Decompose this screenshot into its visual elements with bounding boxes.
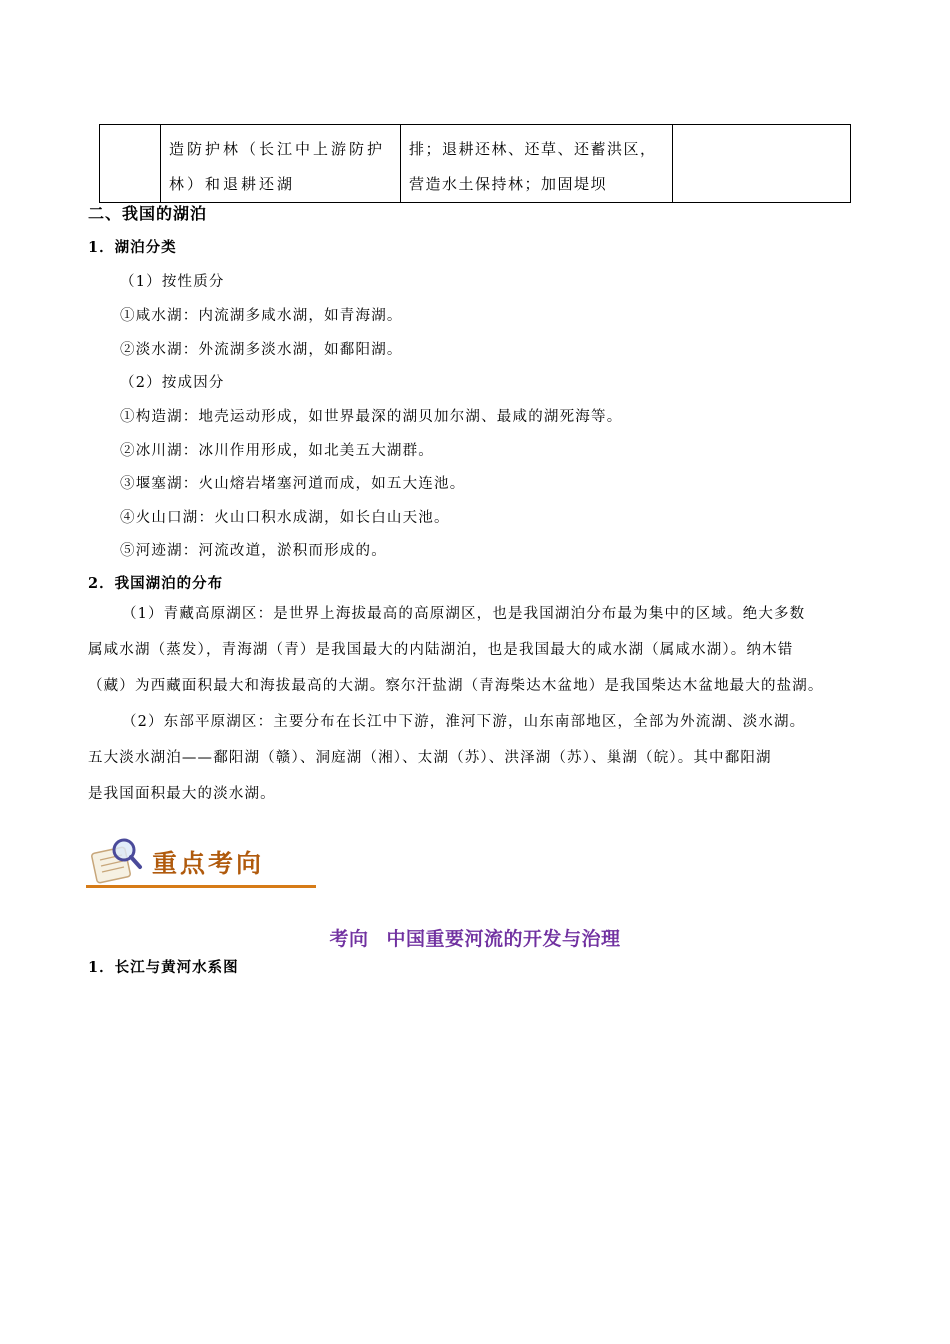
paragraph-line: （1）青藏高原湖区：是世界上海拔最高的高原湖区，也是我国湖泊分布最为集中的区域。绝大多数 — [122, 606, 806, 622]
list-item: ⑤河迹湖：河流改道，淤积而形成的。 — [120, 543, 387, 559]
focus-label: 考向 — [329, 928, 369, 950]
section-heading: 二、我国的湖泊 — [88, 204, 208, 223]
paragraph-plain-lakes — [88, 704, 868, 812]
cell-line: 造防护林（长江中上游防护 — [169, 140, 386, 158]
paragraph-plateau-lakes — [88, 596, 868, 704]
paragraph-line: （藏）为西藏面积最大和海拔最高的大湖。察尔汗盐湖（青海柴达木盆地）是我国柴达木盆地最大的盐湖。 — [88, 678, 824, 694]
table-row — [100, 125, 851, 203]
table-cell-measure — [401, 125, 673, 203]
banner-underline — [86, 885, 316, 888]
paragraph-line: 五大淡水湖泊——鄱阳湖（赣）、洞庭湖（湘）、太湖（苏）、洪泽湖（苏）、巢湖（皖）。其中鄱阳湖 — [88, 750, 772, 766]
focus-title — [0, 924, 950, 951]
subsection-heading: 1．湖泊分类 — [88, 239, 177, 256]
category-heading: （1）按性质分 — [120, 274, 225, 290]
list-item: ③堰塞湖：火山熔岩堵塞河道而成，如五大连池。 — [120, 476, 466, 492]
subsection-heading: 1．长江与黄河水系图 — [88, 959, 239, 976]
list-item: ①咸水湖：内流湖多咸水湖，如青海湖。 — [120, 308, 403, 324]
focus-title-text: 中国重要河流的开发与治理 — [386, 928, 621, 950]
key-points-banner — [86, 834, 316, 890]
measures-table — [99, 124, 851, 203]
list-item: ②淡水湖：外流湖多淡水湖，如鄱阳湖。 — [120, 342, 403, 358]
paragraph-line: 是我国面积最大的淡水湖。 — [88, 786, 276, 802]
table-cell-measure — [161, 125, 401, 203]
list-item: ④火山口湖：火山口积水成湖，如长白山天池。 — [120, 510, 450, 526]
cell-line: 营造水土保持林；加固堤坝 — [409, 175, 608, 193]
banner-title: 重点考向 — [152, 849, 265, 878]
table-cell-empty — [673, 125, 851, 203]
cell-line: 排；退耕还林、还草、还蓄洪区， — [409, 140, 657, 158]
notepad-magnifier-icon — [88, 836, 148, 886]
paragraph-line: 属咸水湖（蒸发），青海湖（青）是我国最大的内陆湖泊，也是我国最大的咸水湖（属咸水湖）。纳木错 — [88, 642, 794, 658]
paragraph-line: （2）东部平原湖区：主要分布在长江中下游，淮河下游，山东南部地区，全部为外流湖、淡水湖。 — [122, 714, 806, 730]
table-cell-empty — [100, 125, 161, 203]
category-heading: （2）按成因分 — [120, 375, 225, 391]
list-item: ②冰川湖：冰川作用形成，如北美五大湖群。 — [120, 443, 434, 459]
list-item: ①构造湖：地壳运动形成，如世界最深的湖贝加尔湖、最咸的湖死海等。 — [120, 409, 623, 425]
subsection-heading: 2．我国湖泊的分布 — [88, 575, 224, 592]
cell-line: 林）和退耕还湖 — [169, 175, 296, 193]
